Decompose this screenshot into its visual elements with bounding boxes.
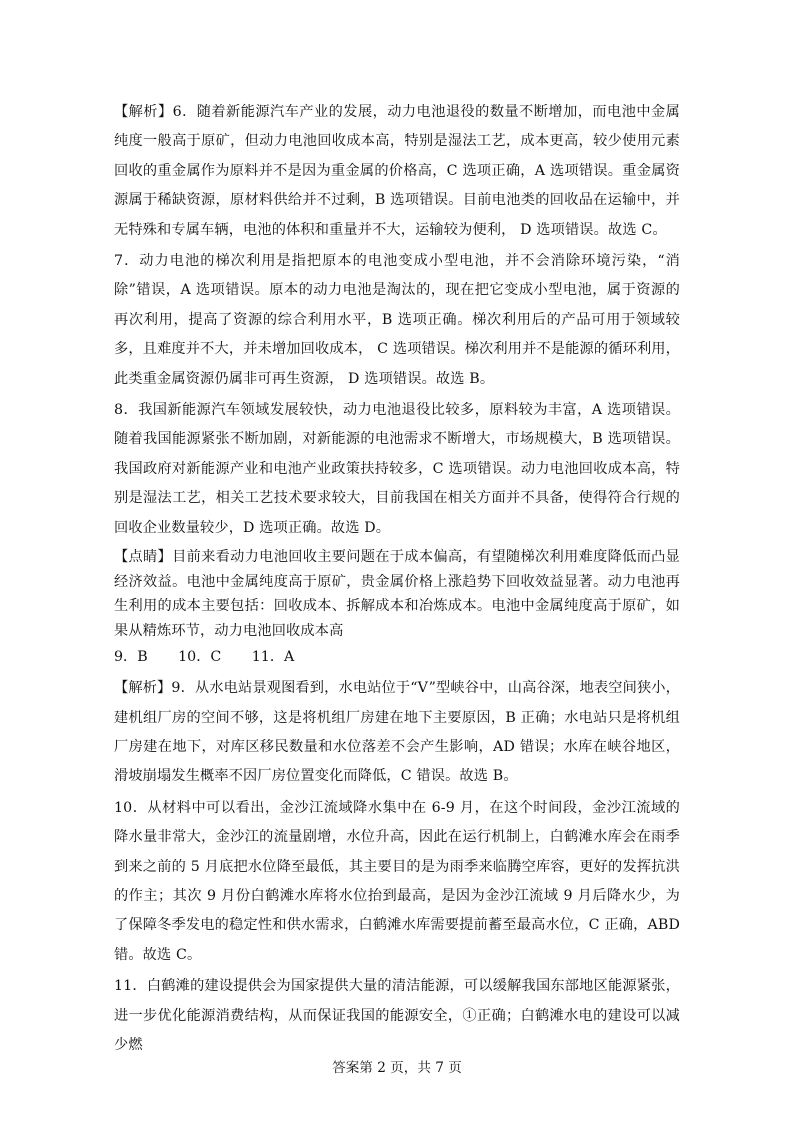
analysis-q7: 7．动力电池的梯次利用是指把原本的电池变成小型电池，并不会消除环境污染，“消除”错误，A 选项错误。原本的动力电池是淘汰的，现在把它变成小型电池，属于资源的再次利用，提高了资源的综合利用水平，B 选项正确。梯次利用后的产品可用于领域较多，且难度并不大，并未增加回收成本， C 选项错误。梯次利用并不是能源的循环利用，此类重金属资源仍属非可再生资源， D 选项错误。故选 B。 — [114, 253, 680, 387]
analysis-q9: 【解析】9．从水电站景观图看到，水电站位于“V”型峡谷中，山高谷深，地表空间狭小，建机组厂房的空间不够，这是将机组厂房建在地下主要原因，B 正确；水电站只是将机组厂房建在地下，对库区移民数量和水位落差不会产生影响，AD 错误；水库在峡谷地区，滑坡崩塌发生概率不因厂房位置变化而降低，C 错误。故选 B。 — [114, 680, 680, 785]
answer-key-row — [114, 643, 680, 672]
analysis-q11: 11．白鹤滩的建设提供会为国家提供大量的清洁能源，可以缓解我国东部地区能源紧张，进一步优化能源消费结构，从而保证我国的能源安全，①正确；白鹤滩水电的建设可以减少燃 — [114, 978, 680, 1053]
page-footer: 答案第 2 页，共 7 页 — [332, 1060, 462, 1076]
analysis-q8: 8．我国新能源汽车领域发展较快，动力电池退役比较多，原料较为丰富，A 选项错误。随着我国能源紧张不断加剧，对新能源的电池需求不断增大，市场规模大，B 选项错误。我国政府对新能源产业和电池产业政策扶持较多，C 选项错误。动力电池回收成本高，特别是湿法工艺，相关工艺技术要求较大，目前我国在相关方面并不具备，使得符合行规的回收企业数量较少，D 选项正确。故选 D。 — [114, 402, 680, 536]
answer-q9: 9．B — [114, 649, 148, 666]
answer-q10: 10．C — [178, 649, 222, 666]
analysis-q10: 10．从材料中可以看出，金沙江流域降水集中在 6-9 月，在这个时间段，金沙江流域的降水量非常大，金沙江的流量剧增，水位升高，因此在运行机制上，白鹤滩水库会在雨季到来之前的 5 月底把水位降至最低，其主要目的是为雨季来临腾空库容，更好的发挥抗洪的作主；其次 9 月份白鹤滩水库将水位抬到最高，是因为金沙江流域 9 月后降水少，为了保障冬季发电的稳定性和供水需求，白鹤滩水库需要提前蓄至最高水位，C 正确，ABD 错。故选 C。 — [114, 799, 680, 963]
page-content — [114, 98, 680, 1060]
analysis-q6: 【解析】6．随着新能源汽车产业的发展，动力电池退役的数量不断增加，而电池中金属纯度一般高于原矿，但动力电池回收成本高，特别是湿法工艺，成本更高，较少使用元素回收的重金属作为原料并不是因为重金属的价格高，C 选项正确，A 选项错误。重金属资源属于稀缺资源，原材料供给并不过剩，B 选项错误。目前电池类的回收品在运输中，并无特殊和专属车辆，电池的体积和重量并不大，运输较为便利， D 选项错误。故选 C。 — [114, 104, 680, 238]
answer-q11: 11．A — [251, 649, 295, 666]
key-point-note: 【点睛】目前来看动力电池回收主要问题在于成本偏高，有望随梯次利用难度降低而凸显经济效益。电池中金属纯度高于原矿，贵金属价格上涨趋势下回收效益显著。动力电池再生利用的成本主要包括：回收成本、拆解成本和冶炼成本。电池中金属纯度高于原矿，如果从精炼环节，动力电池回收成本高 — [114, 549, 680, 639]
